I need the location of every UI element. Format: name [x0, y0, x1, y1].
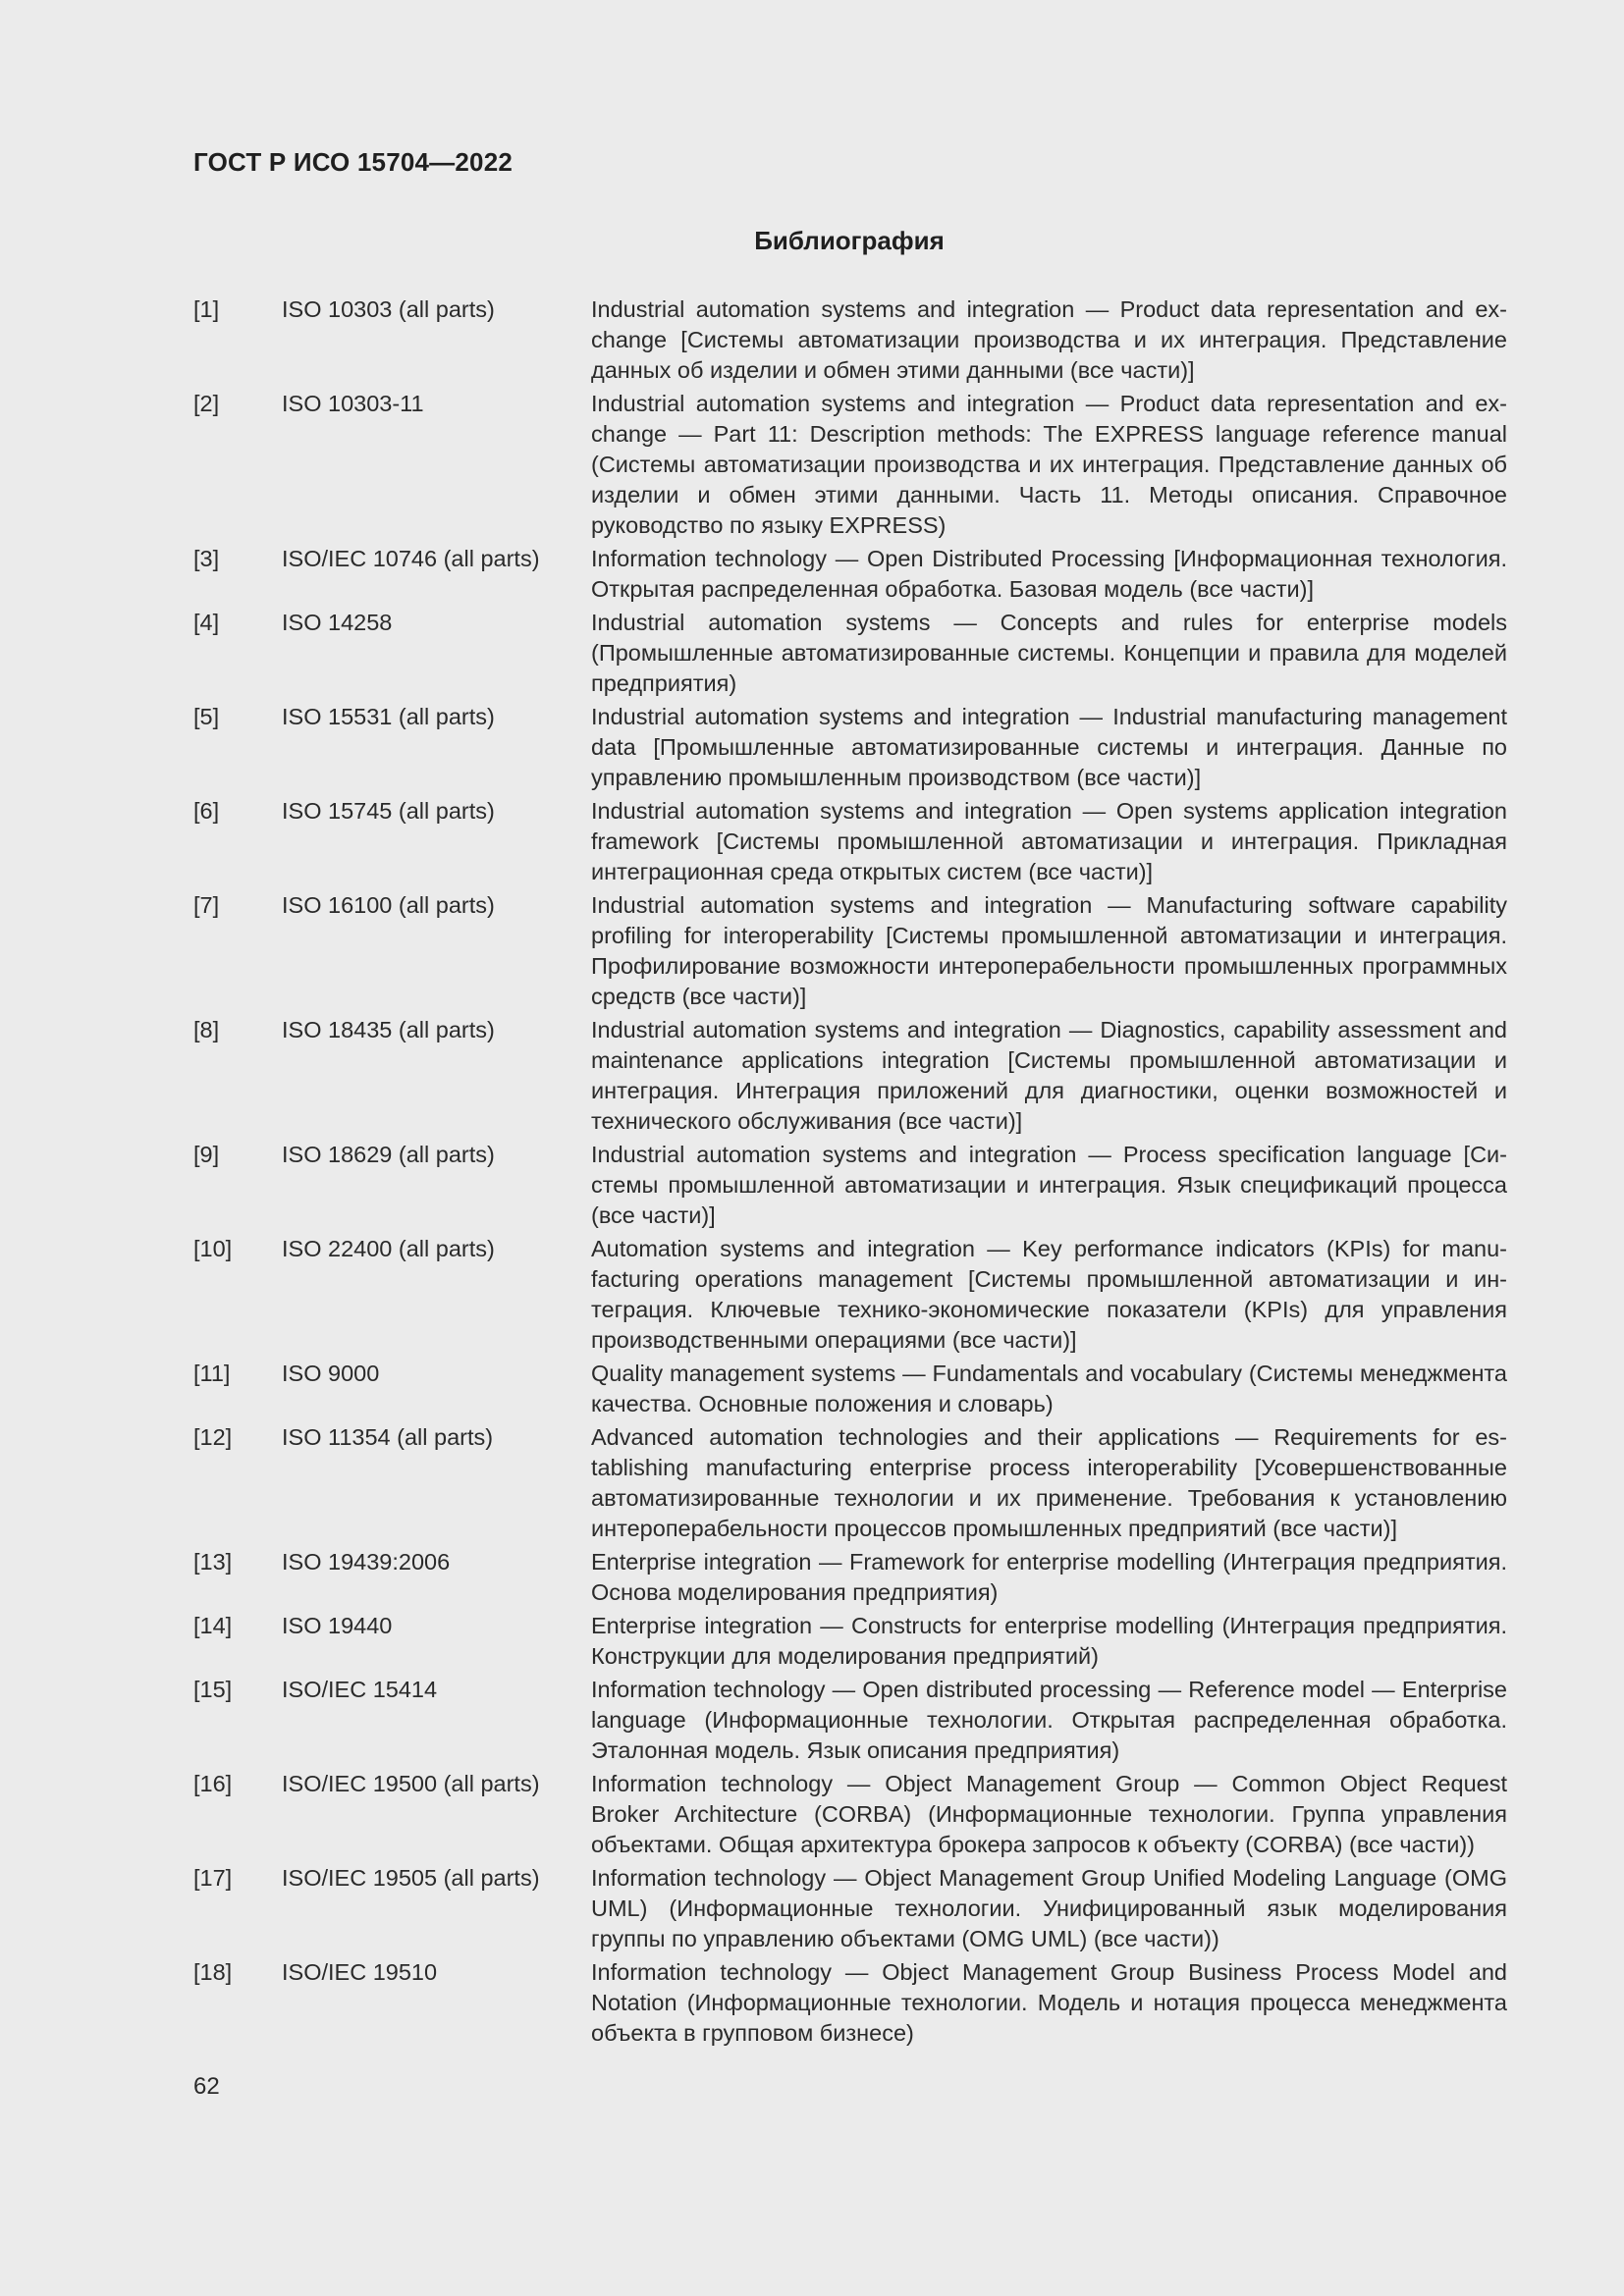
entry-title: Information technology — Object Management Group Business Process Model and Notation (Информационные технологии. Модель и нотация процесса менеджмента объекта в групповом бизнесе): [591, 1959, 1507, 2046]
section-title: Библиография: [754, 226, 945, 255]
bibliography-entry: [193, 1359, 1507, 1419]
bibliography-entry: [193, 702, 1507, 793]
bibliography-entry: [193, 1957, 1507, 2049]
page-number: 62: [193, 2073, 220, 2100]
entry-standard-code: ISO 18629 (all parts): [282, 1142, 495, 1167]
bibliography-entry: [193, 389, 1507, 541]
entry-standard-code: ISO 18435 (all parts): [282, 1017, 495, 1042]
entry-standard-code: ISO 19440: [282, 1613, 393, 1638]
entry-number: [6]: [193, 798, 220, 824]
entry-number: [5]: [193, 704, 220, 729]
entry-number: [8]: [193, 1017, 220, 1042]
bibliography-entry: [193, 1234, 1507, 1356]
entry-title: Industrial automation systems and integration — Industrial manufacturing management data [Промышленные автоматизированные системы и интеграция. Данные по управлению промышленным производством (все части)]: [591, 704, 1507, 790]
entry-number: [18]: [193, 1959, 233, 1985]
bibliography-entry: [193, 796, 1507, 887]
bibliography-entry: [193, 294, 1507, 386]
entry-title: Information technology — Open Distributed Processing [Информационная технология. Открытая распределенная обработка. Базовая модель (все части)]: [591, 546, 1507, 602]
entry-standard-code: ISO/IEC 15414: [282, 1677, 438, 1702]
entry-title: Enterprise integration — Constructs for enterprise modelling (Интеграция предприятия. Конструкции для моделирования предприятий): [591, 1613, 1507, 1669]
entry-standard-code: ISO/IEC 19510: [282, 1959, 438, 1985]
entry-title: Industrial automation systems and integration — Open systems application integration framework [Системы промышленной автоматизации и интеграция. Прикладная интеграционная среда открытых систем (все части)]: [591, 798, 1507, 884]
entry-number: [15]: [193, 1677, 233, 1702]
entry-number: [11]: [193, 1361, 231, 1386]
entry-number: [13]: [193, 1549, 233, 1575]
entry-standard-code: ISO/IEC 19505 (all parts): [282, 1865, 540, 1891]
entry-title: Information technology — Open distributed processing — Reference model — Enterprise language (Информационные технологии. Открытая распределенная обработка. Эталонная модель. Язык описания предприятия): [591, 1677, 1507, 1763]
entry-standard-code: ISO 16100 (all parts): [282, 892, 495, 918]
entry-title: Automation systems and integration — Key performance indicators (KPIs) for manufacturing operations management [Системы промышленной автоматизации и интеграция. Ключевые технико-экономические показатели (KPIs) для управления производственными операциями (все части)]: [591, 1236, 1507, 1353]
bibliography-entry: [193, 1140, 1507, 1231]
entry-number: [12]: [193, 1424, 233, 1450]
entry-title: Industrial automation systems — Concepts and rules for enterprise models (Промышленные автоматизированные системы. Концепции и правила для моделей предприятия): [591, 610, 1507, 696]
entry-title: Advanced automation technologies and their applications — Requirements for establishing manufacturing enterprise process interoperability [Усовершенствованные автоматизированные технологии и их применение. Требования к установлению интероперабельности процессов промышленных предприятий (все части)]: [591, 1424, 1507, 1541]
entry-title: Industrial automation systems and integration — Diagnostics, capability assessment and maintenance applications integration [Системы промышленной автоматизации и интеграция. Интеграция приложений для диагностики, оценки возможностей и технического обслуживания (все части)]: [591, 1017, 1507, 1134]
entry-standard-code: ISO 22400 (all parts): [282, 1236, 495, 1261]
entry-number: [10]: [193, 1236, 233, 1261]
entry-standard-code: ISO/IEC 19500 (all parts): [282, 1771, 540, 1796]
entry-title: Industrial automation systems and integration — Product data representation and exchange — Part 11: Description methods: The EXPRESS language reference manual (Системы автоматизации производства и их интеграция. Представление данных об изделии и обмен этими данными. Часть 11. Методы описания. Справочное руководство по языку EXPRESS): [591, 391, 1507, 538]
bibliography-list: [193, 294, 1507, 2052]
entry-standard-code: ISO 10303 (all parts): [282, 296, 495, 322]
entry-title: Quality management systems — Fundamentals and vocabulary (Системы менеджмента качества. Основные положения и словарь): [591, 1361, 1507, 1416]
entry-number: [9]: [193, 1142, 220, 1167]
entry-title: Industrial automation systems and integration — Product data representation and exchange [Системы автоматизации производства и их интеграция. Представление данных об изделии и обмен этими данными (все части)]: [591, 296, 1507, 383]
bibliography-entry: [193, 1611, 1507, 1672]
entry-standard-code: ISO 14258: [282, 610, 393, 635]
entry-number: [17]: [193, 1865, 233, 1891]
entry-standard-code: ISO 10303-11: [282, 391, 424, 416]
bibliography-entry: [193, 1863, 1507, 1954]
entry-number: [4]: [193, 610, 220, 635]
bibliography-entry: [193, 1422, 1507, 1544]
bibliography-entry: [193, 1769, 1507, 1860]
document-header: ГОСТ Р ИСО 15704—2022: [193, 147, 514, 177]
entry-standard-code: ISO 11354 (all parts): [282, 1424, 494, 1450]
bibliography-entry: [193, 608, 1507, 699]
bibliography-entry: [193, 1675, 1507, 1766]
entry-number: [14]: [193, 1613, 233, 1638]
entry-number: [7]: [193, 892, 220, 918]
bibliography-entry: [193, 1015, 1507, 1137]
entry-standard-code: ISO 19439:2006: [282, 1549, 451, 1575]
entry-title: Information technology — Object Management Group — Common Object Request Broker Architecture (CORBA) (Информационные технологии. Группа управления объектами. Общая архитектура брокера запросов к объекту (CORBA) (все части)): [591, 1771, 1507, 1857]
entry-title: Enterprise integration — Framework for enterprise modelling (Интеграция предприятия. Основа моделирования предприятия): [591, 1549, 1507, 1605]
entry-number: [1]: [193, 296, 220, 322]
bibliography-entry: [193, 1547, 1507, 1608]
entry-number: [16]: [193, 1771, 233, 1796]
entry-standard-code: ISO 9000: [282, 1361, 380, 1386]
entry-standard-code: ISO 15531 (all parts): [282, 704, 495, 729]
entry-number: [3]: [193, 546, 220, 571]
entry-title: Industrial automation systems and integration — Process specification language [Системы промышленной автоматизации и интеграция. Язык спецификаций процесса (все части)]: [591, 1142, 1507, 1228]
bibliography-entry: [193, 890, 1507, 1012]
bibliography-entry: [193, 544, 1507, 605]
entry-title: Industrial automation systems and integration — Manufacturing software capability profiling for interoperability [Системы промышленной автоматизации и интеграция. Профилирование возможности интероперабельности промышленных программных средств (все части)]: [591, 892, 1507, 1009]
entry-standard-code: ISO 15745 (all parts): [282, 798, 495, 824]
entry-title: Information technology — Object Management Group Unified Modeling Language (OMG UML) (Информационные технологии. Унифицированный язык моделирования группы по управлению объектами (OMG UML) (все части)): [591, 1865, 1507, 1951]
entry-number: [2]: [193, 391, 220, 416]
entry-standard-code: ISO/IEC 10746 (all parts): [282, 546, 540, 571]
